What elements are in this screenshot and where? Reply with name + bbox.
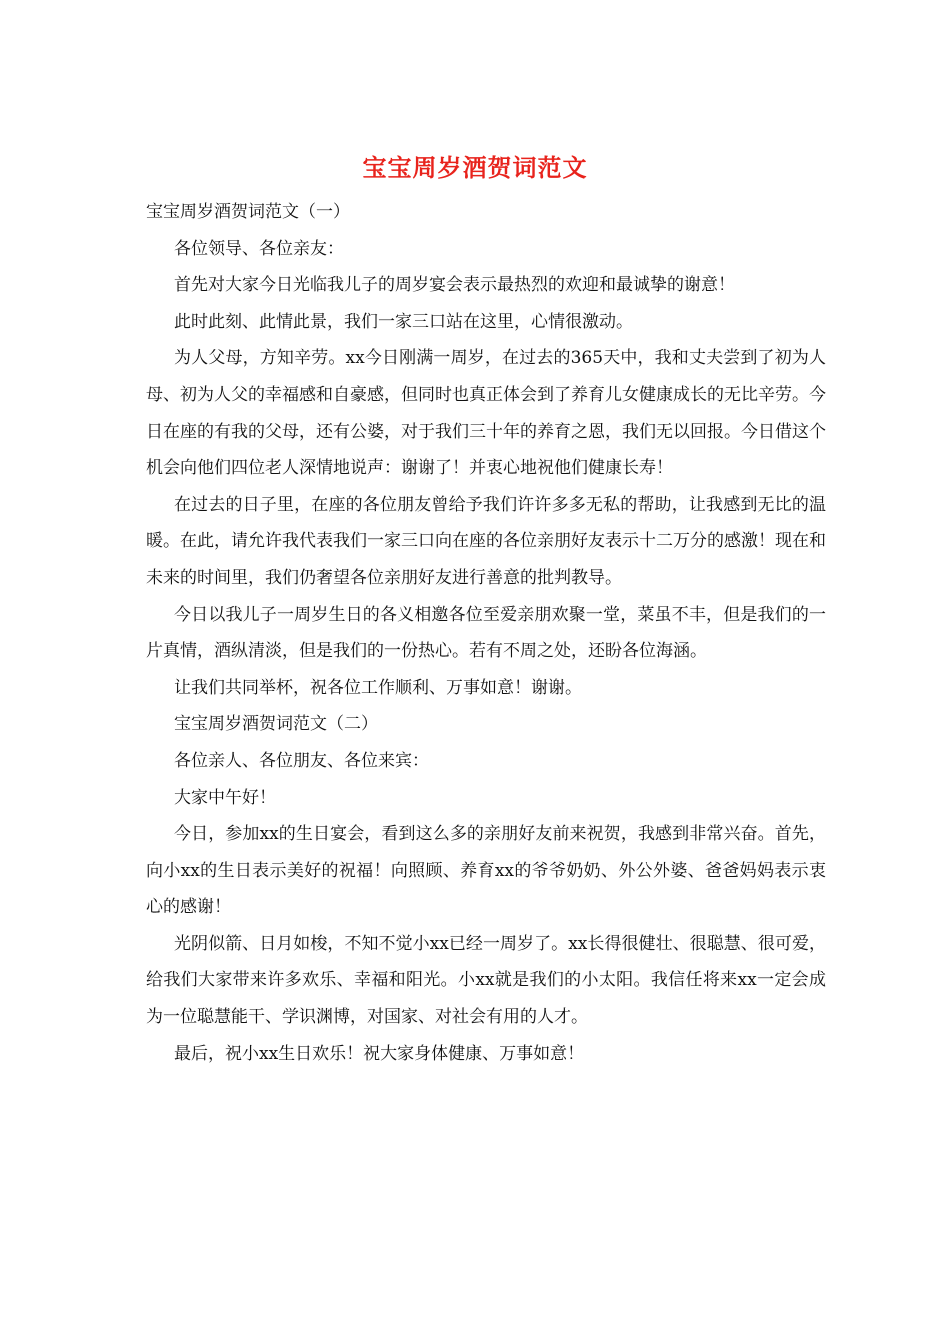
salutation: 各位亲人、各位朋友、各位来宾： xyxy=(174,750,429,771)
salutation: 各位领导、各位亲友： xyxy=(174,238,344,259)
paragraph: 首先对大家今日光临我儿子的周岁宴会表示最热烈的欢迎和最诚挚的谢意！ xyxy=(174,275,735,296)
section-heading-2: 宝宝周岁酒贺词范文（二） xyxy=(174,714,378,735)
paragraph: 光阴似箭、日月如梭，不知不觉小xx已经一周岁了。xx长得很健壮、很聪慧、很可爱，给我们大家带来许多欢乐、幸福和阳光。小xx就是我们的小太阳。我信任将来xx一定会成为一位聪慧能干、学识渊博，对国家、对社会有用的人才。 xyxy=(146,933,826,1028)
closing-paragraph: 最后，祝小xx生日欢乐！祝大家身体健康、万事如意！ xyxy=(174,1043,585,1064)
paragraph: 让我们共同举杯，祝各位工作顺利、万事如意！谢谢。 xyxy=(174,677,582,698)
paragraph: 为人父母，方知辛劳。xx今日刚满一周岁，在过去的365天中，我和丈夫尝到了初为人母、初为人父的幸福感和自豪感，但同时也真正体会到了养育儿女健康成长的无比辛劳。今日在座的有我的父母，还有公婆，对于我们三十年的养育之恩，我们无以回报。今日借这个机会向他们四位老人深情地说声：谢谢了！并衷心地祝他们健康长寿！ xyxy=(146,348,826,479)
greeting: 大家中午好！ xyxy=(174,787,276,808)
section-heading-1: 宝宝周岁酒贺词范文（一） xyxy=(146,202,350,222)
paragraph: 今日，参加xx的生日宴会，看到这么多的亲朋好友前来祝贺，我感到非常兴奋。首先，向小xx的生日表示美好的祝福！向照顾、养育xx的爷爷奶奶、外公外婆、爸爸妈妈表示衷心的感谢！ xyxy=(146,824,826,918)
paragraph: 今日以我儿子一周岁生日的各义相邀各位至爱亲朋欢聚一堂，菜虽不丰，但是我们的一片真情，酒纵清淡，但是我们的一份热心。若有不周之处，还盼各位海涵。 xyxy=(146,604,826,662)
paragraph: 此时此刻、此情此景，我们一家三口站在这里，心情很激动。 xyxy=(174,311,633,332)
document-title: 宝宝周岁酒贺词范文 xyxy=(362,153,588,182)
document-body xyxy=(146,194,826,1072)
paragraph: 在过去的日子里，在座的各位朋友曾给予我们许许多多无私的帮助，让我感到无比的温暖。在此，请允许我代表我们一家三口向在座的各位亲朋好友表示十二万分的感激！现在和未来的时间里，我们仍奢望各位亲朋好友进行善意的批判教导。 xyxy=(146,494,826,588)
